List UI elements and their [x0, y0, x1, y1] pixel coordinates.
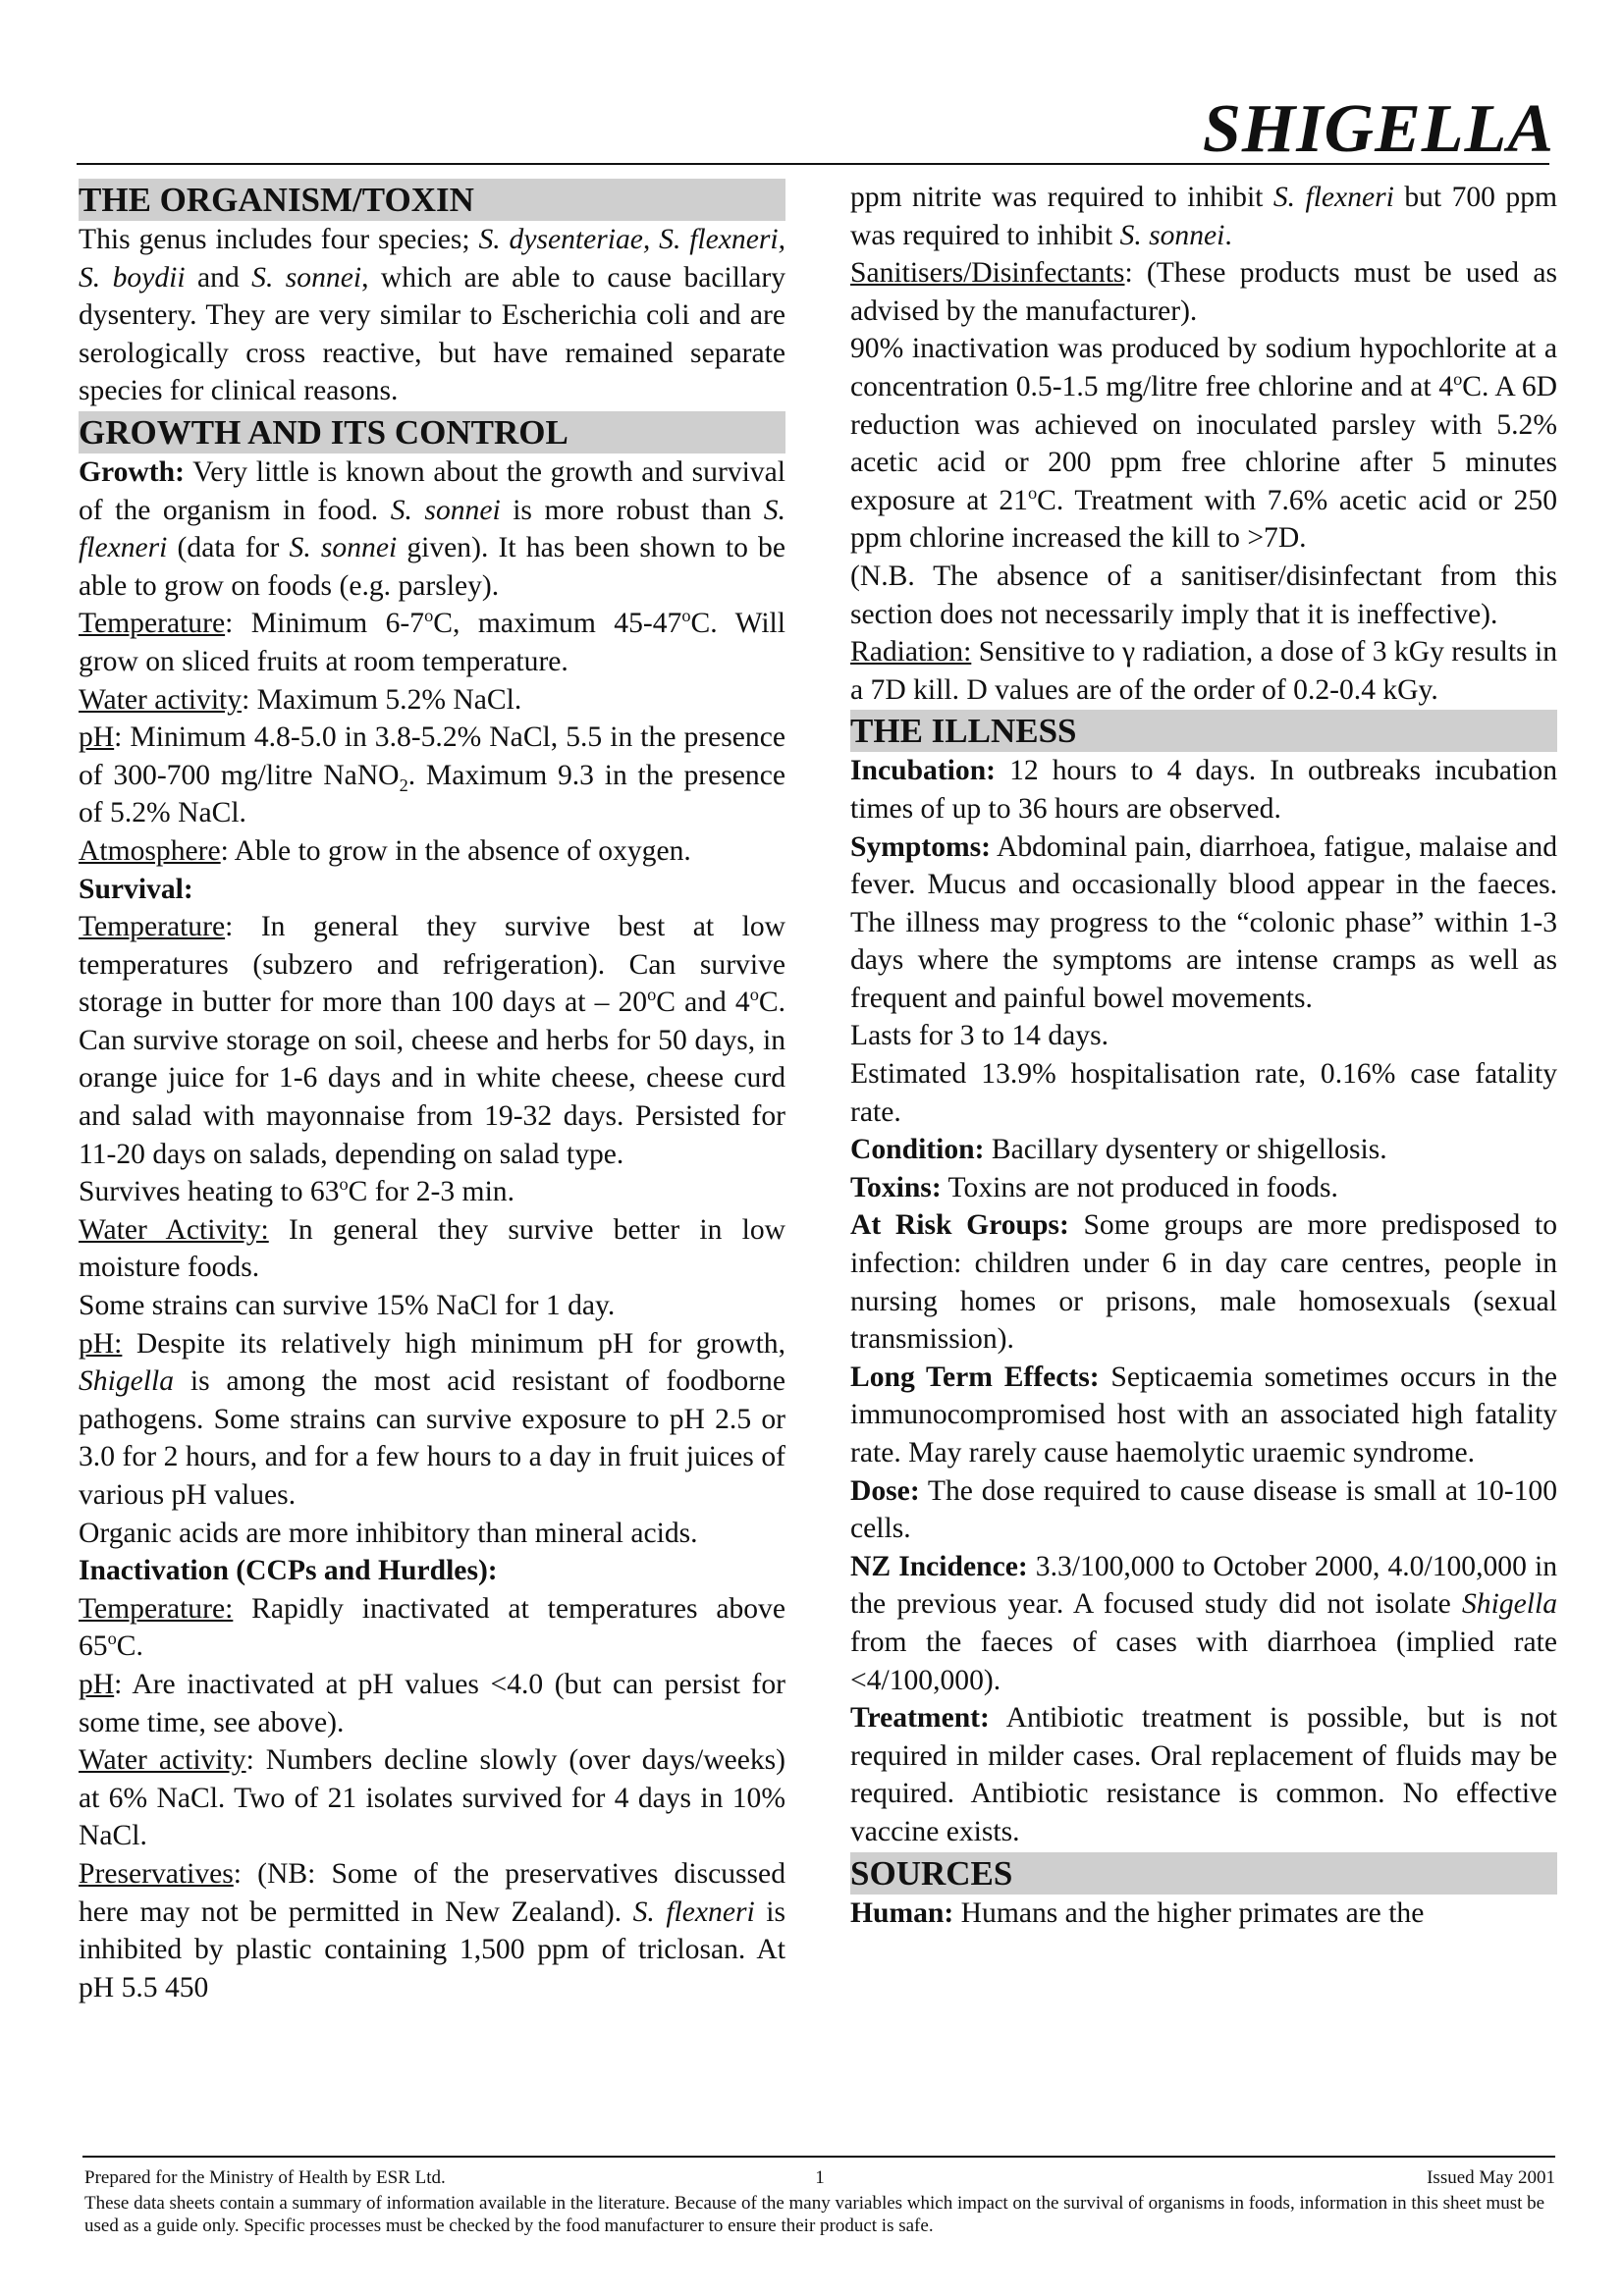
section-heading-growth: GROWTH AND ITS CONTROL	[79, 411, 785, 454]
condition-paragraph: Condition: Bacillary dysentery or shigellosis.	[850, 1134, 1387, 1166]
inactivation-temperature: Temperature: Rapidly inactivated at temperatures above 65$^o$C.	[79, 1592, 785, 1663]
nitrite-paragraph: ppm nitrite was required to inhibit S. flexneri but 700 ppm was required to inhibit S. sonnei.	[850, 182, 1558, 251]
survival-water-activity: Water Activity: In general they survive better in low moisture foods.	[79, 1213, 785, 1284]
radiation-paragraph: Radiation: Sensitive to γ radiation, a dose of 3 kGy results in a 7D kill. D values are of the order of 0.2-0.4 kGy.	[850, 636, 1557, 706]
section-heading-organism: THE ORGANISM/TOXIN	[79, 179, 785, 221]
issue-date: Issued May 2001	[1427, 2167, 1555, 2188]
footer-top-row	[84, 2166, 1555, 2192]
duration-paragraph: Lasts for 3 to 14 days.	[850, 1020, 1109, 1052]
survival-nacl: Some strains can survive 15% NaCl for 1 day.	[79, 1290, 616, 1322]
left-column	[79, 179, 785, 2006]
prepared-by: Prepared for the Ministry of Health by ESR Ltd.	[84, 2167, 446, 2188]
growth-water-activity: Water activity: Maximum 5.2% NaCl.	[79, 683, 522, 716]
survival-heating: Survives heating to 63$^o$C for 2-3 min.	[79, 1174, 514, 1208]
title-rule	[77, 163, 1549, 165]
page-title: SHIGELLA	[1202, 91, 1554, 167]
survival-temperature: Temperature: In general they survive best at low temperatures (subzero and refrigeration). Can survive storage in butter for more than 100 days at – 20$^o$C and 4$^o$C. Can survive storage on soil, cheese and herbs for 50 days, in orange juice for 1-6 days and in white cheese, cheese curd and salad with mayonnaise from 19-32 days. Persisted for 11-20 days on salads, depending on salad type.	[79, 911, 786, 1170]
inactivation-heading: Inactivation (CCPs and Hurdles):	[79, 1555, 498, 1587]
right-column	[850, 179, 1557, 1932]
hospitalisation-paragraph: Estimated 13.9% hospitalisation rate, 0.16% case fatality rate.	[850, 1058, 1557, 1128]
inactivation-preservatives: Preservatives: (NB: Some of the preservatives discussed here may not be permitted in New Zealand). S. flexneri is inhibited by plastic containing 1,500 ppm of triclosan. At pH 5.5 450	[79, 1857, 785, 2003]
survival-heading: Survival:	[79, 873, 193, 905]
inactivation-water-activity: Water activity: Numbers decline slowly (over days/weeks) at 6% NaCl. Two of 21 isolates survived for 4 days in 10% NaCl.	[79, 1744, 786, 1852]
toxins-paragraph: Toxins: Toxins are not produced in foods.	[850, 1171, 1338, 1203]
nb-note: (N.B. The absence of a sanitiser/disinfectant from this section does not necessarily imply that it is ineffective).	[850, 560, 1557, 630]
page-number: 1	[815, 2167, 825, 2188]
nz-incidence-paragraph: NZ Incidence: 3.3/100,000 to October 2000, 4.0/100,000 in the previous year. A focused study did not isolate Shigella from the faeces of cases with diarrhoea (implied rate <4/100,000).	[850, 1550, 1557, 1696]
human-paragraph: Human: Humans and the higher primates are the	[850, 1896, 1425, 1929]
survival-organic-acids: Organic acids are more inhibitory than mineral acids.	[79, 1517, 698, 1549]
dose-paragraph: Dose: The dose required to cause disease is small at 10-100 cells.	[850, 1474, 1557, 1545]
sanitisers-paragraph: Sanitisers/Disinfectants: (These products must be used as advised by the manufacturer).	[850, 257, 1557, 327]
treatment-paragraph: Treatment: Antibiotic treatment is possible, but is not required in milder cases. Oral replacement of fluids may be required. Antibiotic resistance is common. No effective vaccine exists.	[850, 1702, 1557, 1847]
footer-rule	[82, 2156, 1555, 2158]
inactivation-chlorine: 90% inactivation was produced by sodium hypochlorite at a concentration 0.5-1.5 mg/litre free chlorine and at 4$^o$C. A 6D reduction was achieved on inoculated parsley with 5.2% acetic acid or 200 ppm free chlorine after 5 minutes exposure at 21$^o$C. Treatment with 7.6% acetic acid or 250 ppm chlorine increased the kill to >7D.	[850, 333, 1557, 555]
symptoms-paragraph: Symptoms: Abdominal pain, diarrhoea, fatigue, malaise and fever. Mucus and occasionally blood appear in the faeces. The illness may progress to the “colonic phase” within 1-3 days where the symptoms are intense cramps as well as frequent and painful bowel movements.	[850, 830, 1557, 1014]
incubation-paragraph: Incubation: 12 hours to 4 days. In outbreaks incubation times of up to 36 hours are observed.	[850, 755, 1557, 825]
section-heading-sources: SOURCES	[850, 1852, 1557, 1895]
long-term-effects-paragraph: Long Term Effects: Septicaemia sometimes occurs in the immunocompromised host with an associated high fatality rate. May rarely cause haemolytic uraemic syndrome.	[850, 1361, 1557, 1468]
footer	[84, 2166, 1555, 2237]
risk-groups-paragraph: At Risk Groups: Some groups are more predisposed to infection: children under 6 in day care centres, people in nursing homes or prisons, male homosexuals (sexual transmission).	[850, 1209, 1557, 1356]
growth-ph: pH: Minimum 4.8-5.0 in 3.8-5.2% NaCl, 5.5 in the presence of 300-700 mg/litre NaNO$_2$. Maximum 9.3 in the presence of 5.2% NaCl.	[79, 721, 785, 829]
growth-paragraph: Growth: Very little is known about the growth and survival of the organism in food. S. sonnei is more robust than S. flexneri (data for S. sonnei given). It has been shown to be able to grow on foods (e.g. parsley).	[79, 455, 785, 602]
growth-atmosphere: Atmosphere: Able to grow in the absence of oxygen.	[79, 834, 691, 867]
disclaimer: These data sheets contain a summary of information available in the literature. Because of the many variables which impact on the survival of organisms in foods, information in this sheet must be used as a guide only. Specific processes must be checked by the food manufacturer to ensure their product is safe.	[84, 2193, 1545, 2236]
organism-paragraph: This genus includes four species; S. dysenteriae, S. flexneri, S. boydii and S. sonnei, which are able to cause bacillary dysentery. They are very similar to Escherichia coli and are serologically cross reactive, but have remained separate species for clinical reasons.	[79, 224, 785, 407]
inactivation-ph: pH: Are inactivated at pH values <4.0 (but can persist for some time, see above).	[79, 1668, 785, 1738]
growth-temperature: Temperature: Minimum 6-7$^o$C, maximum 45-47$^o$C. Will grow on sliced fruits at room temperature.	[79, 606, 785, 677]
section-heading-illness: THE ILLNESS	[850, 710, 1557, 752]
survival-ph: pH: Despite its relatively high minimum pH for growth, Shigella is among the most acid resistant of foodborne pathogens. Some strains can survive exposure to pH 2.5 or 3.0 for 2 hours, and for a few hours to a day in fruit juices of various pH values.	[79, 1327, 785, 1511]
